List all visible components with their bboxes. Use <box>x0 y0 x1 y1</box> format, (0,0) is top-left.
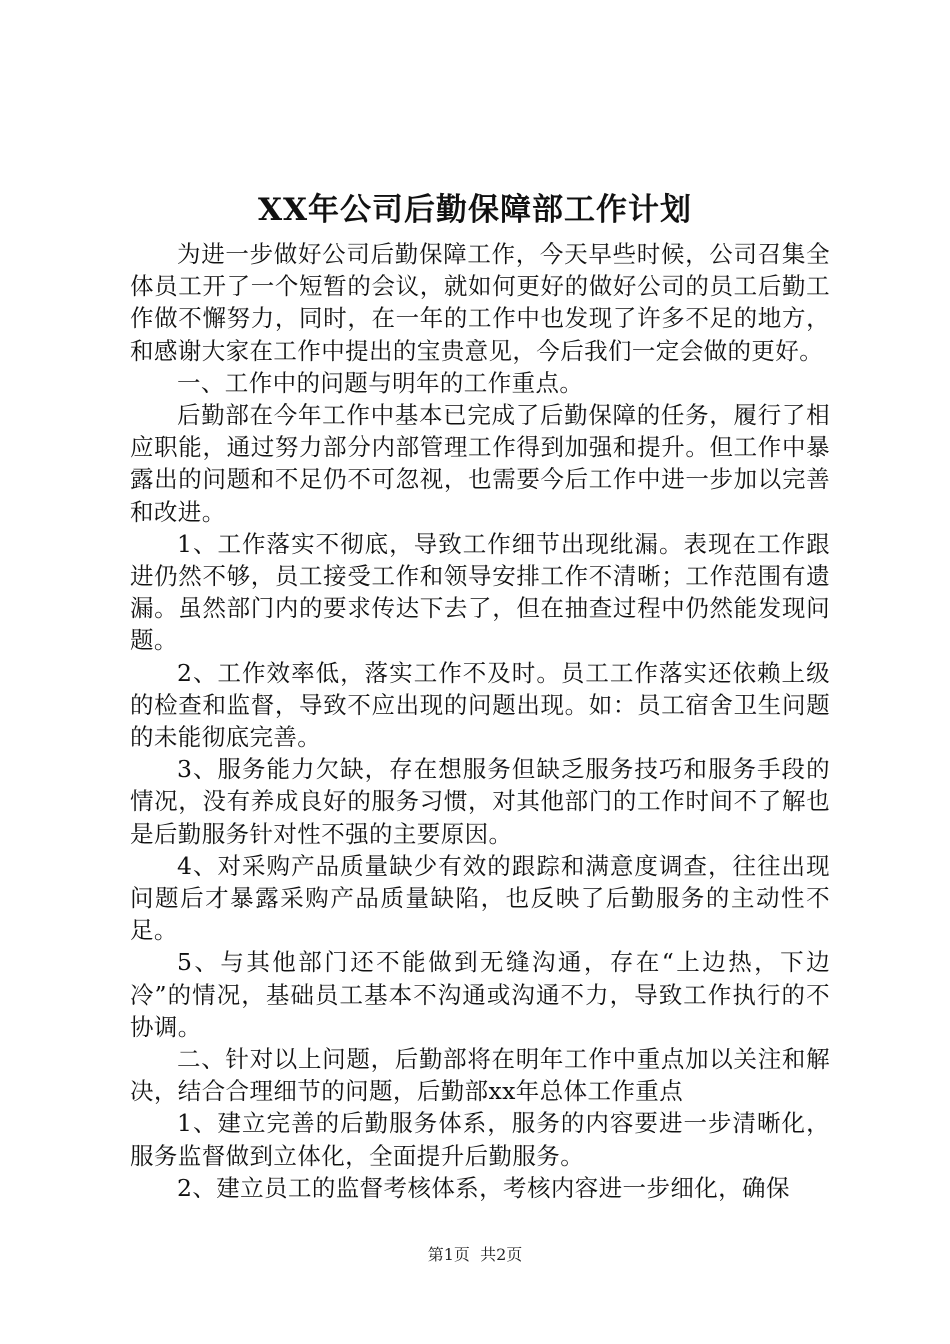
list-item-plan-2: 2、建立员工的监督考核体系，考核内容进一步细化，确保 <box>177 1173 790 1202</box>
list-item-problem-3: 3、服务能力欠缺，存在想服务但缺乏服务技巧和服务手段的情况，没有养成良好的服务习惯，对其他部门的工作时间不了解也是后勤服务针对性不强的主要原因。 <box>130 755 830 848</box>
page-footer <box>0 1244 950 1266</box>
page-total: 共2页 <box>480 1245 523 1264</box>
list-item-plan-1: 1、建立完善的后勤服务体系，服务的内容要进一步清晰化，服务监督做到立体化，全面提升后勤服务。 <box>130 1109 830 1170</box>
page-number: 第1页 <box>427 1245 470 1264</box>
list-item-problem-2: 2、工作效率低，落实工作不及时。员工工作落实还依赖上级的检查和监督，导致不应出现的问题出现。如：员工宿舍卫生问题的未能彻底完善。 <box>130 658 830 752</box>
section-heading-1: 一、工作中的问题与明年的工作重点。 <box>177 368 584 397</box>
list-item-problem-4: 4、对采购产品质量缺少有效的跟踪和满意度调查，往往出现问题后才暴露采购产品质量缺陷，也反映了后勤服务的主动性不足。 <box>130 851 830 945</box>
document-title: XX年公司后勤保障部工作计划 <box>257 192 693 228</box>
paragraph-intro: 为进一步做好公司后勤保障工作，今天早些时候，公司召集全体员工开了一个短暂的会议，就如何更好的做好公司的员工后勤工作做不懈努力，同时，在一年的工作中也发现了许多不足的地方，和感谢大家在工作中提出的宝贵意见，今后我们一定会做的更好。 <box>130 240 830 365</box>
section-heading-2: 二、针对以上问题，后勤部将在明年工作中重点加以关注和解决，结合合理细节的问题，后勤部xx年总体工作重点 <box>130 1045 830 1106</box>
list-item-problem-5: 5、与其他部门还不能做到无缝沟通，存在“上边热，下边冷”的情况，基础员工基本不沟通或沟通不力，导致工作执行的不协调。 <box>130 948 830 1041</box>
list-item-problem-1: 1、工作落实不彻底，导致工作细节出现纰漏。表现在工作跟进仍然不够，员工接受工作和领导安排工作不清晰；工作范围有遗漏。虽然部门内的要求传达下去了，但在抽查过程中仍然能发现问题。 <box>130 529 830 655</box>
document-body <box>130 238 830 1204</box>
paragraph-summary: 后勤部在今年工作中基本已完成了后勤保障的任务，履行了相应职能，通过努力部分内部管理工作得到加强和提升。但工作中暴露出的问题和不足仍不可忽视，也需要今后工作中进一步加以完善和改进。 <box>130 401 830 526</box>
